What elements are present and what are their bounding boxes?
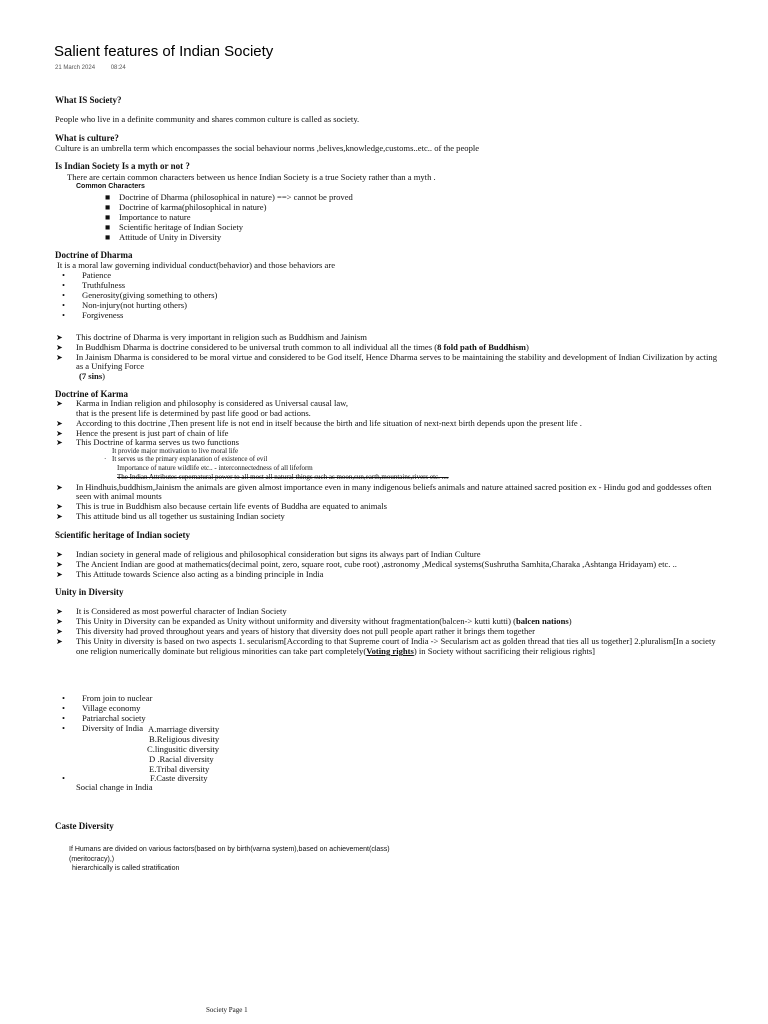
nature-point: The Indian Attributes supernatural power to all most all natural things such as moon,sun,earth,mountains,rivers etc. .... xyxy=(117,473,449,481)
scientific-point: ➤ Indian society in general made of religious and philosophical consideration but signs its always part of Indian Culture xyxy=(56,549,481,559)
dharma-point-cont: as a Unifying Force xyxy=(76,361,145,371)
caste-text: (meritocracy),) xyxy=(69,856,115,863)
list-item: • Forgiveness xyxy=(62,310,124,320)
list-item: ■ Doctrine of Dharma (philosophical in nature) ==> cannot be proved xyxy=(105,192,353,202)
list-item: • Patriarchal society xyxy=(62,713,146,723)
list-item: ■ Doctrine of karma(philosophical in nature) xyxy=(105,202,267,212)
unity-point: ➤ This diversity had proved throughout years and years of history that diversity does not pull people apart rather it brings them together xyxy=(56,626,535,636)
diversity-item: D .Racial diversity xyxy=(149,754,214,764)
karma-point: ➤ This attitude bind us all together us sustaining Indian society xyxy=(56,511,285,521)
list-item: • Non-injury(not hurting others) xyxy=(62,300,188,310)
myth-heading: Is Indian Society Is a myth or not ? xyxy=(55,161,190,171)
dharma-point: ➤ In Buddhism Dharma is doctrine considered to be universal truth common to all individual all the times (8 fold path of Buddhism) xyxy=(56,342,529,352)
myth-text: There are certain common characters between us hence Indian Society is a true Society rather than a myth . xyxy=(67,172,436,182)
unity-point: ➤ This Unity in Diversity can be expanded as Unity without uniformity and diversity without fragmentation(balcen-> kutti kutti) (balcen nations) xyxy=(56,616,572,626)
dharma-point-cont: (7 sins) xyxy=(79,371,106,381)
topics-list xyxy=(62,693,152,733)
list-item: • xyxy=(62,773,66,783)
karma-subpoint: It provide major motivation to live moral life xyxy=(112,447,239,455)
caste-heading: Caste Diversity xyxy=(55,821,114,831)
list-item: ■ Importance to nature xyxy=(105,212,191,222)
scientific-heading: Scientific heritage of Indian society xyxy=(55,530,190,540)
culture-text: Culture is an umbrella term which encompasses the social behaviour norms ,belives,knowledge,customs..etc.. of the people xyxy=(55,143,480,153)
list-item: ■ Attitude of Unity in Diversity xyxy=(105,232,222,242)
karma-point: ➤ Hence the present is just part of chain of life xyxy=(56,428,229,438)
karma-point: ➤ This is true in Buddhism also because certain life events of Buddha are equated to animals xyxy=(56,501,387,511)
social-change-text: Social change in India xyxy=(76,782,153,792)
karma-point-cont: that is the present life is determined by past life good or bad actions. xyxy=(76,408,311,418)
karma-point: ➤ This Doctrine of karma serves us two functions xyxy=(56,437,240,447)
diversity-item: E.Tribal diversity xyxy=(149,764,210,774)
diversity-item: B.Religious divesity xyxy=(149,734,220,744)
diversity-item: C.lingusitic diversity xyxy=(147,744,220,754)
unity-point-cont: one religion numerically dominate but religious minorities can take part completely(Voting rights) in Society without sacrificing their religious rights] xyxy=(76,646,596,656)
scientific-point: ➤ The Ancient Indian are good at mathematics(decimal point, zero, square root, cube root) ,astronomy ,Medical systems(Sushrutha Samhita,Charaka ,Ashtanga Hridayam) etc. .. xyxy=(56,559,677,569)
dharma-virtues-list xyxy=(62,270,217,320)
unity-heading: Unity in Diversity xyxy=(55,587,124,597)
page-time: 08:24 xyxy=(110,65,126,71)
karma-subpoint: · It serves us the primary explanation of existence of evil xyxy=(104,455,268,463)
karma-heading: Doctrine of Karma xyxy=(55,389,128,399)
karma-point-cont: seen with animal mounts xyxy=(76,491,162,501)
common-characters-label: Common Characters xyxy=(76,183,145,190)
society-text: People who live in a definite community and shares common culture is called as society. xyxy=(55,114,360,124)
karma-point: ➤ In Hindhuis,buddhism,Jainism the animals are given almost importance even in many indigenous beliefs animals and nature attained sacred position ex - Hindu god and goddesses often xyxy=(56,482,712,492)
page-title: Salient features of Indian Society xyxy=(54,43,274,60)
list-item: • Diversity of India xyxy=(62,723,144,733)
unity-point: ➤ It is Considered as most powerful character of Indian Society xyxy=(56,606,287,616)
page-date: 21 March 2024 xyxy=(55,65,96,71)
dharma-point: ➤ This doctrine of Dharma is very important in religion such as Buddhism and Jainism xyxy=(56,332,367,342)
dharma-heading: Doctrine of Dharma xyxy=(55,250,133,260)
karma-point: ➤ According to this doctrine ,Then present life is not end in itself because the birth and life situation of next-next birth depends upon the present life . xyxy=(56,418,582,428)
list-item: • Village economy xyxy=(62,703,141,713)
diversity-item: F.Caste diversity xyxy=(150,773,208,783)
list-item: ■ Scientific heritage of Indian Society xyxy=(105,222,244,232)
society-heading: What IS Society? xyxy=(55,95,122,105)
dharma-intro: It is a moral law governing individual conduct(behavior) and those behaviors are xyxy=(57,260,336,270)
list-item: • Patience xyxy=(62,270,112,280)
diversity-item: A.marriage diversity xyxy=(148,724,220,734)
culture-heading: What is culture? xyxy=(55,133,119,143)
caste-text: hierarchically is called stratification xyxy=(72,865,180,872)
list-item: • From join to nuclear xyxy=(62,693,153,703)
dharma-point: ➤ In Jainism Dharma is considered to be moral virtue and considered to be God itself, Hence Dharma serves to be maintaining the stability and development of Indian Civilization by acting xyxy=(56,352,718,362)
page-timestamp xyxy=(55,65,140,71)
page-footer: Society Page 1 xyxy=(206,1006,248,1014)
common-characters-list xyxy=(105,192,353,242)
scientific-point: ➤ This Attitude towards Science also acting as a binding principle in India xyxy=(56,569,324,579)
caste-text: If Humans are divided on various factors(based on by birth(varna system),based on achievement(class) xyxy=(69,846,390,853)
nature-point: Importance of nature wildlife etc.. - interconnectedness of all lifeform xyxy=(117,464,313,472)
list-item: • Truthfulness xyxy=(62,280,126,290)
unity-point: ➤ This Unity in diversity is based on two aspects 1. secularism[According to that Supreme court of India -> Secularism act as golden thread that ties all us together] 2.pluralism[In a society xyxy=(56,636,716,646)
karma-point: ➤ Karma in Indian religion and philosophy is considered as Universal causal law, xyxy=(56,398,348,408)
list-item: • Generosity(giving something to others) xyxy=(62,290,218,300)
